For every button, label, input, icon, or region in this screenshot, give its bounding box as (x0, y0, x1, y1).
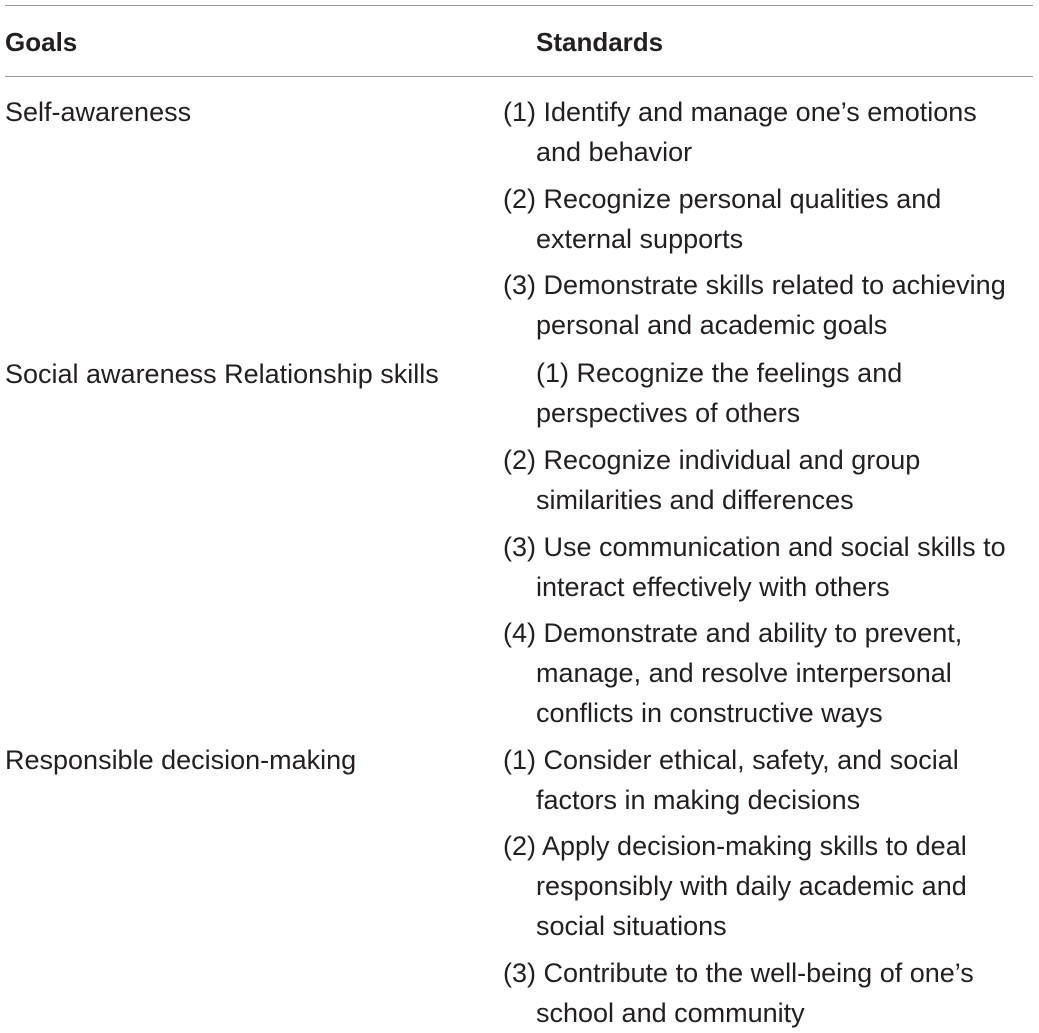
goals-standards-table (5, 0, 1033, 1033)
standard-line: manage, and resolve interpersonal (536, 658, 952, 688)
standard-line: (1) Consider ethical, safety, and social (503, 745, 959, 775)
standard-line: (1) Identify and manage one’s emotions (503, 97, 977, 127)
goal-self-awareness: Self-awareness (5, 97, 192, 127)
standard-item (503, 92, 1035, 172)
goal-responsible-decision-making: Responsible decision-making (5, 745, 357, 775)
standard-line: external supports (536, 224, 744, 254)
standard-line: (4) Demonstrate and ability to prevent, (503, 618, 963, 648)
column-header-standards: Standards (536, 27, 664, 57)
standard-line: personal and academic goals (536, 310, 888, 340)
standard-line: interact effectively with others (536, 572, 890, 602)
standard-line: (3) Contribute to the well-being of one’s (503, 958, 974, 988)
standard-line: school and community (536, 998, 805, 1028)
standard-line: (3) Use communication and social skills to (503, 532, 1006, 562)
standard-item (503, 440, 1035, 520)
standard-line: (2) Apply decision-making skills to deal (503, 831, 967, 861)
standard-line: responsibly with daily academic and (536, 871, 967, 901)
standard-line: (2) Recognize personal qualities and (503, 184, 942, 214)
standard-line: and behavior (536, 137, 693, 167)
standard-item (536, 353, 1039, 433)
standard-item (503, 953, 1035, 1033)
standard-line: (2) Recognize individual and group (503, 445, 921, 475)
standard-line: (1) Recognize the feelings and (536, 358, 903, 388)
standard-item (503, 179, 1035, 259)
standard-item (503, 740, 1035, 820)
table-top-rule (5, 5, 1033, 6)
goal-social-awareness-relationship-skills: Social awareness Relationship skills (5, 359, 439, 389)
standard-line: perspectives of others (536, 398, 801, 428)
standard-line: (3) Demonstrate skills related to achieving (503, 270, 1006, 300)
standard-line: similarities and differences (536, 485, 854, 515)
standard-item (503, 826, 1035, 946)
standard-item (503, 265, 1035, 345)
standard-item (503, 613, 1035, 733)
standard-line: social situations (536, 911, 727, 941)
standard-item (503, 527, 1035, 607)
standard-line: factors in making decisions (536, 785, 861, 815)
standard-line: conflicts in constructive ways (536, 698, 883, 728)
header-rule (5, 76, 1033, 77)
column-header-goals: Goals (5, 27, 78, 57)
